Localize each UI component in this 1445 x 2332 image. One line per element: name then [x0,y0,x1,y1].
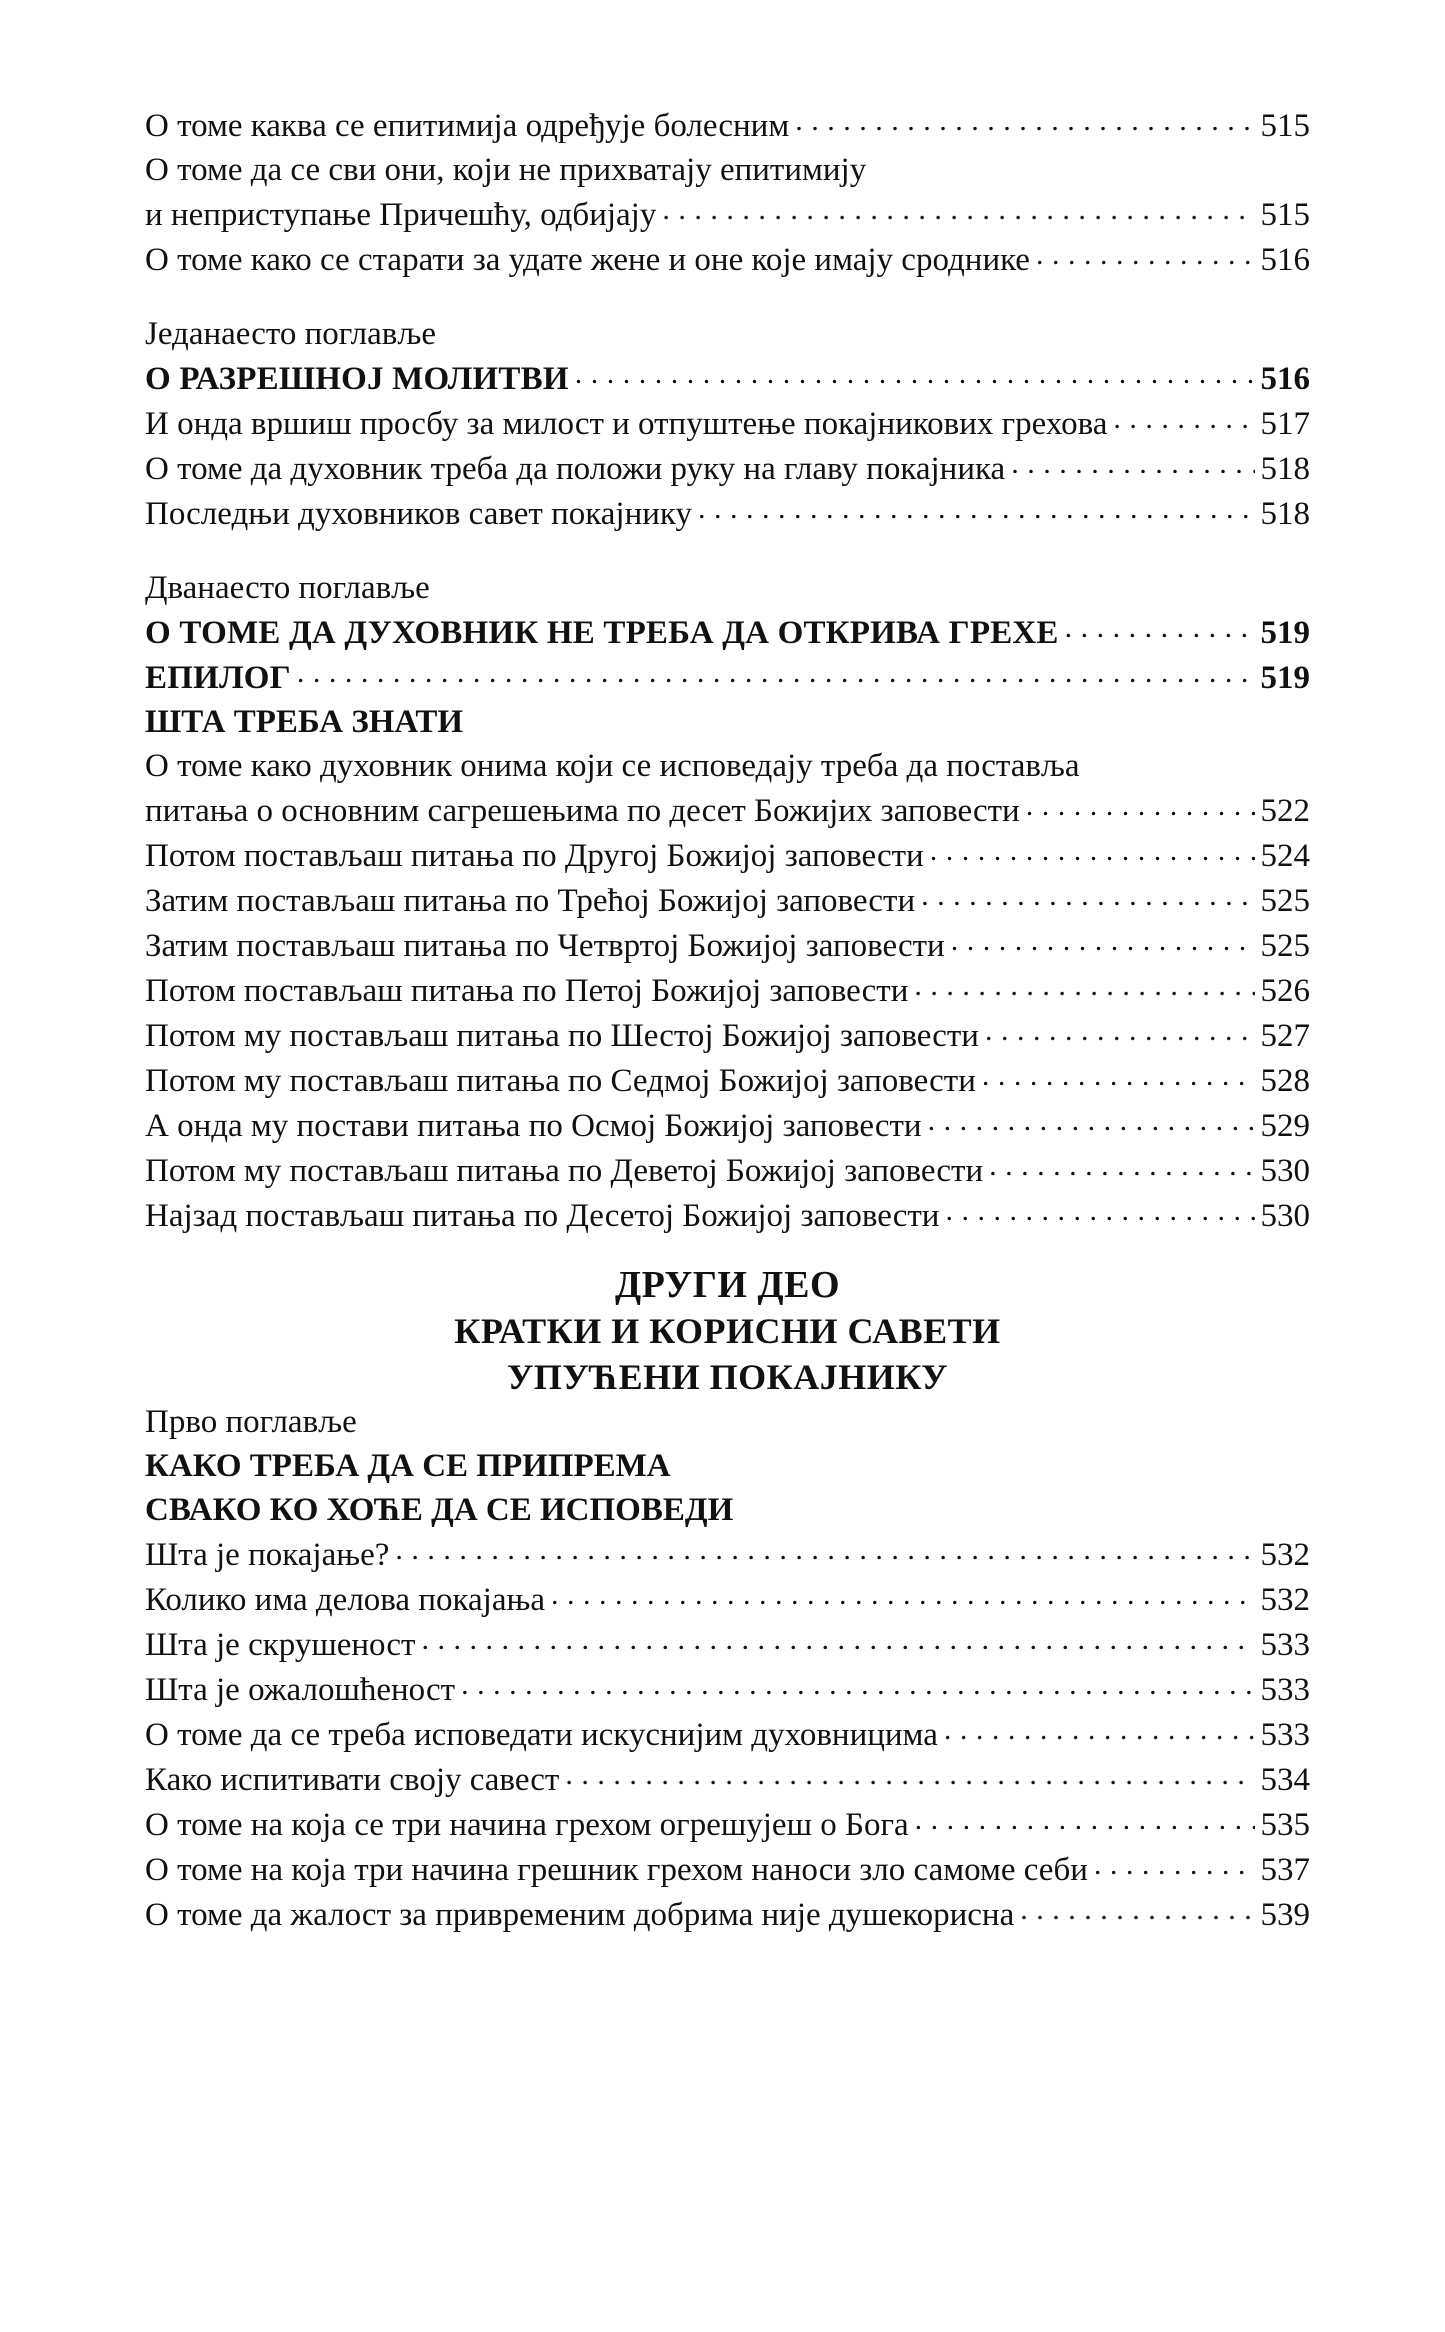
toc-chapter-heading[interactable] [145,356,1310,401]
toc-entry[interactable] [145,237,1310,282]
toc-entry-title: Потом постављаш питања по Другој Божијој заповести [145,838,924,874]
toc-entry[interactable] [145,1013,1310,1058]
toc-leader-dots [1094,1847,1255,1880]
toc-page [145,103,1310,1937]
chapter-label: Једанаесто поглавље [145,316,437,352]
toc-leader-dots [698,491,1255,524]
toc-entry-page: 535 [1260,1807,1310,1843]
toc-entry-page: 518 [1260,496,1310,532]
toc-entry[interactable] [145,1577,1310,1622]
toc-leader-dots [1065,610,1255,643]
toc-entry-page: 534 [1260,1762,1310,1798]
toc-entry[interactable] [145,103,1310,148]
toc-entry-page: 528 [1260,1063,1310,1099]
toc-chapter-heading-title: О РАЗРЕШНОЈ МОЛИТВИ [145,361,569,397]
toc-entry-title: питања о основним сагрешењима по десет Божијих заповести [145,793,1020,829]
section-heading-what-to-know: ШТА ТРЕБА ЗНАТИ [145,704,464,740]
toc-leader-dots [951,923,1255,956]
toc-entry-page: 530 [1260,1198,1310,1234]
toc-chapter-heading-page: 519 [1260,615,1310,651]
toc-leader-dots [989,1148,1254,1181]
toc-entry-page: 526 [1260,973,1310,1009]
toc-leader-dots [945,1193,1254,1226]
section-spacer [145,282,1310,312]
toc-entry-title: О томе да духовник треба да положи руку на главу покајника [145,451,1006,487]
chapter-label: Дванаесто поглавље [145,570,430,606]
chapter-label: Прво поглавље [145,1404,357,1440]
toc-leader-dots [662,192,1254,225]
toc-entry[interactable] [145,1667,1310,1712]
toc-leader-dots [921,878,1254,911]
toc-leader-dots [1036,237,1255,270]
toc-entry-page: 522 [1260,793,1310,829]
chapter-heading-line-1: КАКО ТРЕБА ДА СЕ ПРИПРЕМА [145,1448,671,1484]
toc-leader-dots [928,1103,1255,1136]
toc-leader-dots [915,1802,1255,1835]
toc-entry-title: Потом му постављаш питања по Деветој Божијој заповести [145,1153,984,1189]
toc-leader-dots [1113,401,1254,434]
toc-entry-title: О томе да жалост за привременим добрима није душекорисна [145,1897,1015,1933]
toc-entry-title: Најзад постављаш питања по Десетој Божијој заповести [145,1198,940,1234]
toc-entry[interactable] [145,491,1310,536]
toc-epilogue-heading[interactable] [145,655,1310,700]
toc-epilogue-page: 519 [1260,660,1310,696]
toc-entry[interactable] [145,788,1310,833]
toc-entry-page: 529 [1260,1108,1310,1144]
toc-entry[interactable] [145,1058,1310,1103]
toc-chapter-heading[interactable] [145,610,1310,655]
toc-entry[interactable] [145,1802,1310,1847]
toc-entry-page: 527 [1260,1018,1310,1054]
toc-entry-title: Колико има делова покајања [145,1582,545,1618]
toc-entry-title: О томе да се сви они, који не прихватају епитимију [145,152,867,188]
toc-entry-title: И онда вршиш просбу за милост и отпуштење покајникових грехова [145,406,1108,442]
toc-entry[interactable] [145,1532,1310,1577]
toc-entry[interactable] [145,1892,1310,1937]
toc-entry[interactable] [145,401,1310,446]
toc-leader-dots [930,833,1255,866]
toc-leader-dots [421,1622,1254,1655]
toc-epilogue-title: ЕПИЛОГ [145,660,291,696]
toc-entry-wrapped-line[interactable] [145,148,1310,192]
toc-leader-dots [461,1667,1254,1700]
toc-leader-dots [565,1757,1254,1790]
toc-entry[interactable] [145,1712,1310,1757]
toc-entry[interactable] [145,1103,1310,1148]
toc-leader-dots [575,356,1255,389]
toc-leader-dots [795,103,1254,136]
toc-entry[interactable] [145,446,1310,491]
toc-entry[interactable] [145,1757,1310,1802]
toc-entry-title: Потом му постављаш питања по Седмој Божијој заповести [145,1063,976,1099]
toc-entry-title: и неприступање Причешћу, одбијају [145,197,657,233]
toc-leader-dots [944,1712,1255,1745]
toc-entry-page: 515 [1260,108,1310,144]
toc-entry[interactable] [145,192,1310,237]
toc-entry-title: Последњи духовников савет покајнику [145,496,692,532]
part-title-line-3: УПУЋЕНИ ПОКАЈНИКУ [506,1357,949,1397]
toc-entry[interactable] [145,1847,1310,1892]
toc-entry-title: Затим постављаш питања по Трећој Божијој заповести [145,883,916,919]
toc-entry[interactable] [145,1148,1310,1193]
toc-entry-page: 530 [1260,1153,1310,1189]
toc-entry-title: А онда му постави питања по Осмој Божијој заповести [145,1108,922,1144]
toc-leader-dots [1020,1892,1254,1925]
toc-entry[interactable] [145,968,1310,1013]
toc-chapter-heading-page: 516 [1260,361,1310,397]
toc-entry[interactable] [145,923,1310,968]
toc-entry-title: Како испитивати своју савест [145,1762,560,1798]
toc-leader-dots [914,968,1254,1001]
toc-entry-title: Шта је ожалошћеност [145,1672,456,1708]
toc-entry-page: 532 [1260,1537,1310,1573]
toc-entry[interactable] [145,878,1310,923]
toc-leader-dots [985,1013,1255,1046]
toc-leader-dots [297,655,1255,688]
toc-leader-dots [1026,788,1255,821]
toc-entry-title: О томе каква се епитимија одређује болесним [145,108,790,144]
toc-entry-page: 517 [1260,406,1310,442]
toc-entry-page: 516 [1260,242,1310,278]
toc-entry-page: 515 [1260,197,1310,233]
toc-entry-page: 525 [1260,928,1310,964]
toc-entry-page: 518 [1260,451,1310,487]
section-spacer [145,1238,1310,1262]
toc-entry-page: 533 [1260,1717,1310,1753]
toc-entry-page: 524 [1260,838,1310,874]
toc-entry[interactable] [145,1193,1310,1238]
toc-entry-title: Затим постављаш питања по Четвртој Божијој заповести [145,928,945,964]
toc-entry-page: 525 [1260,883,1310,919]
part-title-line-2: КРАТКИ И КОРИСНИ САВЕТИ [454,1311,1001,1351]
part-title-block [145,1262,1310,1400]
toc-entry-title: Шта је покајање? [145,1537,390,1573]
toc-leader-dots [395,1532,1254,1565]
part-title-line-1: ДРУГИ ДЕО [614,1264,841,1306]
toc-entry[interactable] [145,833,1310,878]
toc-entry-title: О томе на која три начина грешник грехом наноси зло самоме себи [145,1852,1088,1888]
toc-entry-page: 539 [1260,1897,1310,1933]
toc-chapter-heading-title: О ТОМЕ ДА ДУХОВНИК НЕ ТРЕБА ДА ОТКРИВА ГРЕХЕ [145,615,1059,651]
section-spacer [145,536,1310,566]
toc-entry-title: О томе како се старати за удате жене и оне које имају сроднике [145,242,1030,278]
toc-entry-page: 537 [1260,1852,1310,1888]
toc-entry-page: 533 [1260,1672,1310,1708]
toc-leader-dots [1011,446,1254,479]
chapter-heading-line-2: СВАКО КО ХОЋЕ ДА СЕ ИСПОВЕДИ [145,1492,734,1528]
toc-entry-page: 532 [1260,1582,1310,1618]
toc-leader-dots [982,1058,1255,1091]
toc-leader-dots [551,1577,1255,1610]
toc-entry[interactable] [145,1622,1310,1667]
toc-entry-title: О томе на која се три начина грехом огрешујеш о Бога [145,1807,909,1843]
toc-entry-title: Потом му постављаш питања по Шестој Божијој заповести [145,1018,979,1054]
toc-entry-title: О томе да се треба исповедати искуснијим духовницима [145,1717,938,1753]
toc-entry-wrapped-line[interactable] [145,744,1310,788]
toc-entry-title: О томе како духовник онима који се исповедају треба да поставља [145,748,1080,784]
toc-entry-title: Потом постављаш питања по Петој Божијој заповести [145,973,909,1009]
toc-entry-page: 533 [1260,1627,1310,1663]
toc-entry-title: Шта је скрушеност [145,1627,416,1663]
